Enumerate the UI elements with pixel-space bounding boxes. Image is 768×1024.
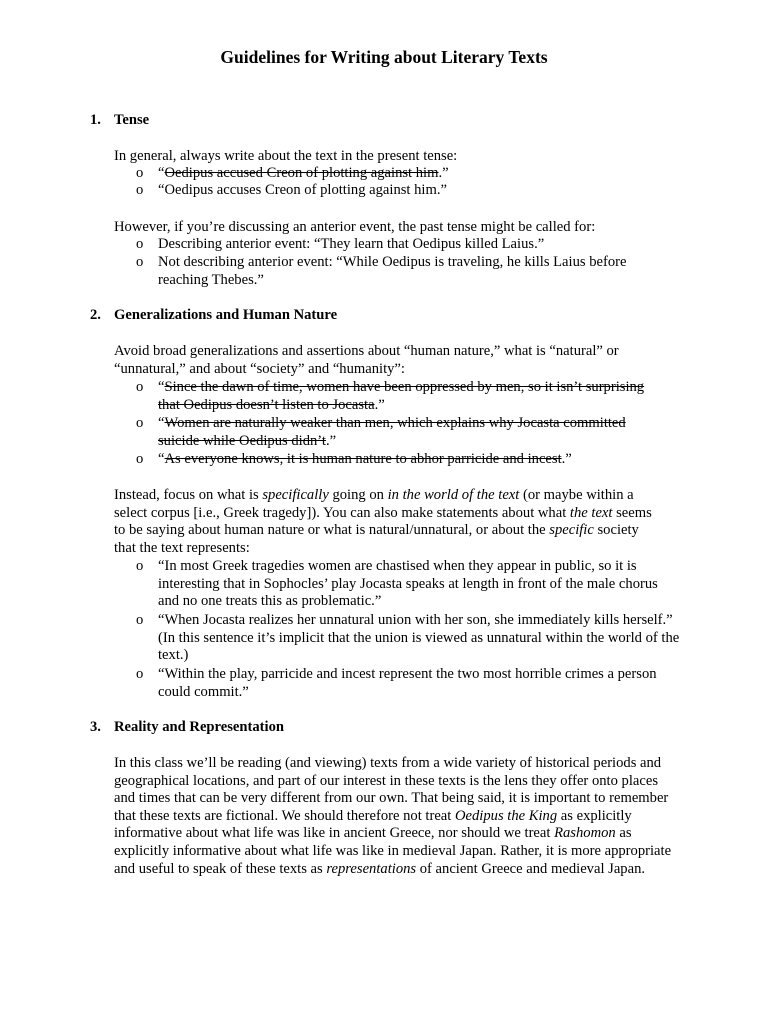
section-1-heading <box>90 112 149 130</box>
section-number: 3. <box>90 719 101 735</box>
bullet-item <box>136 379 646 414</box>
bullet-text: “Oedipus accuses Creon of plotting against him.” <box>158 182 447 198</box>
struck-example: Oedipus accused Creon of plotting against him <box>164 165 439 181</box>
bullet-item <box>136 666 681 701</box>
bullet-text: “Since the dawn of time, women have been oppressed by men, so it isn’t surprising that Oedipus doesn’t listen to Jocasta.” <box>158 379 645 413</box>
struck-example: Women are naturally weaker than men, which explains why Jocasta committed suicide while Oedipus didn’t <box>158 415 626 449</box>
bullet-marker: o <box>136 182 144 198</box>
bullet-text: Describing anterior event: “They learn that Oedipus killed Laius.” <box>158 236 545 252</box>
section-number: 2. <box>90 307 101 323</box>
struck-example: Since the dawn of time, women have been oppressed by men, so it isn’t surprising that Oedipus doesn’t listen to Jocasta <box>158 379 645 413</box>
bullet-item <box>136 236 676 254</box>
section-2-paragraph: Instead, focus on what is specifically going on in the world of the text (or maybe within a select corpus [i.e., Greek tragedy]). You can also make statements about what the text seems to be saying about human nature or what is natural/unnatural, or about the specific society that the text represents: <box>114 487 652 556</box>
section-1-intro: In general, always write about the text in the present tense: <box>114 148 458 164</box>
section-3-heading <box>90 719 284 737</box>
bullet-text: “In most Greek tragedies women are chastised when they appear in public, so it is interesting that in Sophocles’ play Jocasta speaks at length in front of the male chorus and no one treats this as problematic.” <box>158 558 658 610</box>
bullet-marker: o <box>136 379 144 395</box>
bullet-marker: o <box>136 254 144 270</box>
bullet-item <box>136 182 676 200</box>
bullet-item <box>136 612 681 665</box>
section-title: Generalizations and Human Nature <box>114 307 338 323</box>
bullet-marker: o <box>136 165 144 181</box>
bullet-marker: o <box>136 415 144 431</box>
section-1-paragraph: However, if you’re discussing an anterior event, the past tense might be called for: <box>114 219 596 235</box>
bullet-marker: o <box>136 236 144 252</box>
bullet-item <box>136 415 646 450</box>
section-2-intro: Avoid broad generalizations and assertions about “human nature,” what is “natural” or “unnatural,” and about “society” and “humanity”: <box>114 343 619 377</box>
bullet-text: “Women are naturally weaker than men, which explains why Jocasta committed suicide while Oedipus didn’t.” <box>158 415 626 449</box>
bullet-marker: o <box>136 666 144 682</box>
bullet-item <box>136 254 641 289</box>
document-title: Guidelines for Writing about Literary Texts <box>220 47 548 67</box>
section-2-heading <box>90 307 337 325</box>
bullet-marker: o <box>136 451 144 467</box>
section-title: Reality and Representation <box>114 719 284 735</box>
section-title: Tense <box>114 112 150 128</box>
section-3-paragraph: In this class we’ll be reading (and viewing) texts from a wide variety of historical periods and geographical locations, and part of our interest in these texts is the lens they offer onto places and times that can be very different from our own. That being said, it is important to remember that these texts are fictional. We should therefore not treat Oedipus the King as explicitly informative about what life was like in ancient Greece, nor should we treat Rashomon as explicitly informative about what life was like in medieval Japan. Rather, it is more appropriate and useful to speak of these texts as representations of ancient Greece and medieval Japan. <box>114 755 672 877</box>
bullet-text: Not describing anterior event: “While Oedipus is traveling, he kills Laius before reaching Thebes.” <box>158 254 627 288</box>
bullet-item <box>136 165 676 183</box>
struck-example: As everyone knows, it is human nature to abhor parricide and incest <box>164 451 562 467</box>
bullet-item <box>136 451 676 469</box>
section-number: 1. <box>90 112 101 128</box>
bullet-marker: o <box>136 558 144 574</box>
bullet-text: “Within the play, parricide and incest represent the two most horrible crimes a person could commit.” <box>158 666 657 700</box>
bullet-text: “Oedipus accused Creon of plotting against him.” <box>158 165 449 181</box>
bullet-item <box>136 558 681 611</box>
bullet-text: “When Jocasta realizes her unnatural union with her son, she immediately kills herself.” (In this sentence it’s implicit that the union is viewed as unnatural within the world of the text.) <box>158 612 680 664</box>
bullet-text: “As everyone knows, it is human nature to abhor parricide and incest.” <box>158 451 572 467</box>
bullet-marker: o <box>136 612 144 628</box>
